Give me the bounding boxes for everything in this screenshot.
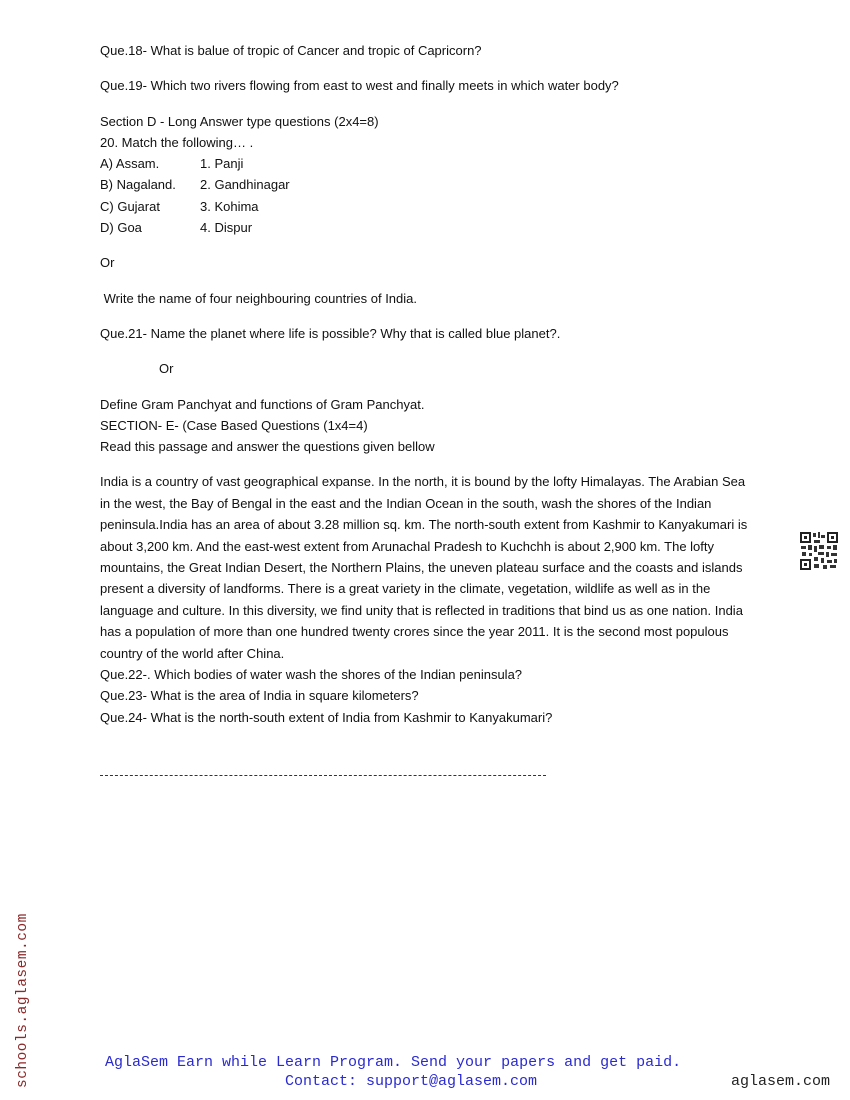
match-row (100, 196, 750, 217)
match-left: A) Assam. (100, 156, 160, 172)
match-row (100, 217, 750, 238)
question-23: Que.23- What is the area of India in square kilometers? (100, 688, 419, 704)
footer-promo-text: AglaSem Earn while Learn Program. Send your papers and get paid. (105, 1054, 682, 1071)
passage-intro: Read this passage and answer the questions given bellow (100, 439, 435, 455)
question-20: 20. Match the following… . (100, 134, 254, 150)
match-right: 1. Panji (200, 156, 244, 172)
exam-page-content (100, 40, 750, 728)
match-right: 3. Kohima (200, 198, 259, 214)
match-row (100, 153, 750, 174)
question-24: Que.24- What is the north-south extent of India from Kashmir to Kanyakumari? (100, 709, 553, 725)
question-21-alternative: Define Gram Panchyat and functions of Gram Panchyat. (100, 396, 425, 412)
match-row (100, 174, 750, 195)
or-separator: Or (159, 361, 174, 377)
question-22: Que.22-. Which bodies of water wash the shores of the Indian peninsula? (100, 667, 523, 683)
case-passage: India is a country of vast geographical expanse. In the north, it is bound by the lofty Himalayas. The Arabian Sea in the west, the Bay of Bengal in the east and the Indian Ocean in the south, wash the shores of the Indian peninsula.India has an area of about 3.28 million sq. km. The north-south extent from Kashmir to Kanyakumari is about 3,200 km. And the east-west extent from Arunachal Pradesh to Kuchchh is about 2,900 km. The lofty mountains, the Great Indian Desert, the Northern Plains, the uneven plateau surface and the coasts and islands present a diversity of landforms. There is a great variety in the climate, vegetation, wildlife as well as in the language and culture. In this diversity, we find unity that is reflected in traditions that bind us as one nation. India has a population of more than one hundred twenty crores since the year 2011. It is the second most populous country of the world after China. (100, 474, 748, 661)
match-right: 2. Gandhinagar (200, 177, 290, 193)
question-21: Que.21- Name the planet where life is possible? Why that is called blue planet?. (100, 325, 561, 341)
question-19: Que.19- Which two rivers flowing from east to west and finally meets in which water body? (100, 78, 619, 94)
match-table (100, 153, 750, 238)
side-watermark: schools.aglasem.com (15, 913, 31, 1088)
section-d-heading: Section D - Long Answer type questions (2x4=8) (100, 113, 379, 129)
footer-contact[interactable]: Contact: support@aglasem.com (285, 1073, 538, 1090)
question-20-alternative: Write the name of four neighbouring countries of India. (100, 290, 418, 306)
question-18: Que.18- What is balue of tropic of Cancer and tropic of Capricorn? (100, 43, 482, 58)
or-separator: Or (100, 255, 115, 271)
match-left: D) Goa (100, 220, 142, 236)
qr-code-icon (799, 531, 839, 571)
end-divider (100, 775, 546, 776)
match-left: C) Gujarat (100, 198, 160, 214)
match-left: B) Nagaland. (100, 177, 176, 193)
footer-site-link[interactable]: aglasem.com (731, 1073, 831, 1090)
match-right: 4. Dispur (200, 220, 253, 236)
section-e-heading: SECTION- E- (Case Based Questions (1x4=4) (100, 417, 368, 433)
